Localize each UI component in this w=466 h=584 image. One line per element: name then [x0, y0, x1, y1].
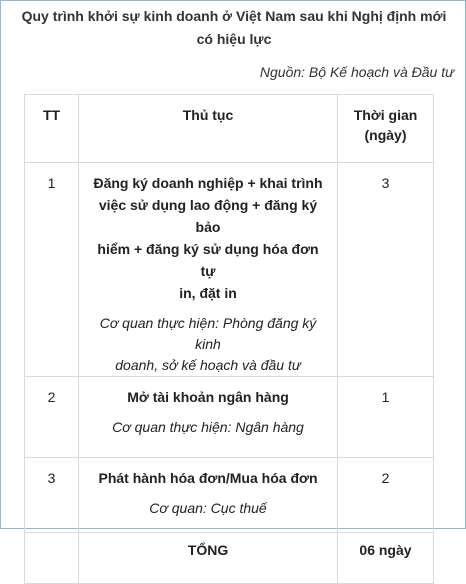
- row-1-name-line: hiểm + đăng ký sử dụng hóa đơn tự: [97, 241, 319, 279]
- header-time-line-2: (ngày): [364, 127, 407, 143]
- header-tt: [25, 95, 79, 163]
- row-1-name-line: in, đặt in: [179, 285, 237, 301]
- row-3-tt-cell: [25, 458, 79, 533]
- header-procedure-label: Thủ tục: [182, 107, 234, 123]
- table-row: [25, 458, 434, 533]
- total-label: TỔNG: [187, 542, 229, 558]
- row-1-tt: 1: [47, 175, 56, 191]
- row-1-procedure-name: [79, 163, 337, 304]
- total-empty-cell: [25, 533, 79, 584]
- header-time-label: [338, 95, 433, 145]
- row-1-agency: [79, 304, 337, 376]
- row-3-procedure-cell: [79, 458, 338, 533]
- row-1-time: 3: [381, 175, 390, 191]
- row-1-agency-line: doanh, sở kế hoạch và đầu tư: [115, 357, 301, 373]
- row-1-agency-line: Cơ quan thực hiện: Phòng đăng ký kinh: [99, 315, 317, 352]
- total-value: 06 ngày: [359, 542, 412, 558]
- document-title-line-2: có hiệu lực: [196, 31, 272, 47]
- row-1-procedure-cell: [79, 163, 338, 377]
- row-2-procedure-name: Mở tài khoản ngân hàng: [127, 389, 289, 405]
- table-row: [25, 163, 434, 377]
- header-procedure: [79, 95, 338, 163]
- row-2-time: 1: [381, 389, 390, 405]
- row-3-agency: Cơ quan: Cục thuế: [149, 500, 267, 516]
- total-value-cell: [338, 533, 434, 584]
- row-3-time-cell: [338, 458, 434, 533]
- row-2-time-cell: [338, 377, 434, 458]
- row-3-tt: 3: [47, 470, 56, 486]
- row-1-tt-cell: [25, 163, 79, 377]
- row-2-tt: 2: [47, 389, 56, 405]
- document-title-line-1: Quy trình khởi sự kinh doanh ở Việt Nam sau khi Nghị định mới: [21, 8, 447, 24]
- source-note: Nguồn: Bộ Kế hoạch và Đầu tư: [259, 64, 454, 80]
- row-3-procedure-name: Phát hành hóa đơn/Mua hóa đơn: [98, 470, 318, 486]
- total-row: [25, 533, 434, 584]
- header-time: [338, 95, 434, 163]
- row-1-name-line: Đăng ký doanh nghiệp + khai trình: [93, 175, 323, 191]
- procedure-table: [24, 94, 434, 584]
- row-1-time-cell: [338, 163, 434, 377]
- table-header-row: [25, 95, 434, 163]
- header-time-line-1: Thời gian: [353, 107, 418, 123]
- table-row: [25, 377, 434, 458]
- row-2-agency: Cơ quan thực hiện: Ngân hàng: [112, 419, 304, 435]
- header-tt-label: TT: [42, 107, 61, 123]
- row-2-procedure-cell: [79, 377, 338, 458]
- row-2-tt-cell: [25, 377, 79, 458]
- row-1-name-line: việc sử dụng lao động + đăng ký bảo: [98, 197, 318, 235]
- row-3-time: 2: [381, 470, 390, 486]
- total-label-cell: [79, 533, 338, 584]
